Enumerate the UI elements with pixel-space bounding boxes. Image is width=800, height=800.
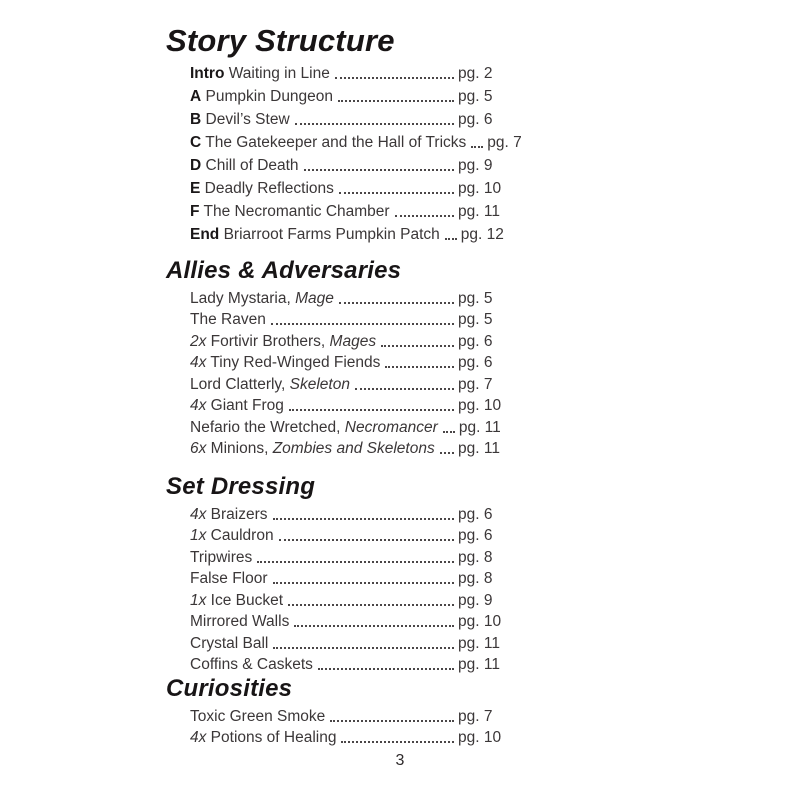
entry-page: pg. 8 — [458, 548, 493, 566]
toc-entry — [190, 567, 497, 589]
entry-text: The Raven — [190, 311, 266, 328]
entry-text: Cauldron — [206, 527, 274, 544]
dot-leader — [294, 625, 454, 627]
section-heading: Allies & Adversaries — [166, 257, 402, 284]
toc-entry — [190, 524, 497, 546]
entry-italic-text: 4x — [190, 505, 207, 523]
toc-entry — [190, 175, 502, 198]
entry-page: pg. 11 — [458, 418, 501, 436]
dot-leader — [335, 77, 454, 79]
entry-prefix: E — [190, 180, 201, 197]
entry-page: pg. 11 — [458, 203, 500, 220]
entry-text: The Gatekeeper and the Hall of Tricks — [201, 134, 467, 151]
entry-page: pg. 11 — [458, 656, 500, 673]
entry-label — [190, 708, 325, 726]
toc-section — [166, 24, 800, 244]
entry-italic-text: 4x — [190, 354, 207, 371]
entry-page: pg. 11 — [458, 440, 500, 457]
entry-text: Briarroot Farms Pumpkin Patch — [219, 226, 440, 243]
page-number: 3 — [395, 752, 405, 769]
entry-prefix: End — [190, 226, 220, 243]
entry-page: pg. 9 — [458, 157, 493, 174]
entry-label — [190, 157, 299, 175]
dot-leader — [355, 388, 454, 390]
entry-label — [190, 549, 252, 567]
entry-page: pg. 10 — [458, 613, 502, 630]
entry-label — [190, 354, 380, 372]
entry-text: Lady Mystaria, — [190, 289, 296, 307]
entry-label — [190, 419, 438, 437]
entry-text: Lord Clatterly, — [190, 375, 290, 393]
toc-section — [166, 256, 800, 458]
entry-text: Minions, — [206, 440, 273, 457]
dot-leader — [330, 720, 454, 722]
entry-page: pg. 7 — [458, 375, 493, 393]
entry-page: pg. 6 — [458, 354, 493, 371]
entry-label — [190, 376, 350, 394]
dot-leader — [445, 238, 457, 240]
entry-label — [190, 111, 290, 129]
entry-text: Braizers — [206, 505, 268, 523]
entry-page: pg. 2 — [458, 65, 493, 82]
entry-text: Fortivir Brothers, — [206, 332, 330, 350]
entry-label — [190, 65, 330, 83]
entry-prefix: D — [190, 157, 202, 174]
entry-prefix: Intro — [190, 65, 225, 82]
entry-label — [190, 134, 466, 152]
entry-prefix: C — [190, 134, 202, 151]
entry-label — [190, 333, 376, 351]
entry-text: Tripwires — [190, 548, 253, 566]
entry-italic-text: Skeleton — [289, 375, 350, 393]
entry-italic-text: 1x — [190, 527, 207, 544]
section-heading: Set Dressing — [166, 473, 316, 500]
dot-leader — [341, 741, 454, 743]
entry-page: pg. 6 — [458, 505, 493, 523]
entry-prefix: B — [190, 111, 202, 128]
entry-text: The Necromantic Chamber — [199, 203, 390, 220]
toc-entry — [190, 106, 497, 129]
toc-entry — [190, 394, 502, 416]
entry-label — [190, 311, 266, 329]
entry-italic-text: Mages — [329, 332, 377, 350]
toc-entry — [190, 198, 500, 221]
entry-label — [190, 397, 284, 415]
entry-text: Waiting in Line — [224, 65, 330, 82]
dot-leader — [304, 169, 454, 171]
entry-italic-text: 6x — [190, 440, 207, 457]
entry-text: Deadly Reflections — [200, 180, 334, 197]
entry-text: Pumpkin Dungeon — [201, 88, 334, 105]
toc-entry — [190, 610, 502, 632]
entry-page: pg. 6 — [458, 527, 493, 544]
entry-text: Toxic Green Smoke — [190, 707, 326, 725]
toc-entry — [190, 221, 504, 244]
dot-leader — [289, 409, 454, 411]
entry-page: pg. 8 — [458, 570, 493, 587]
entry-label — [190, 88, 333, 106]
entry-page: pg. 6 — [458, 111, 493, 128]
toc-entry — [190, 415, 501, 437]
entry-label — [190, 729, 336, 747]
dot-leader — [273, 647, 454, 649]
toc-entry — [190, 545, 497, 567]
toc-sections — [166, 24, 800, 747]
dot-leader — [273, 518, 454, 520]
entry-label — [190, 290, 334, 308]
entry-label — [190, 440, 435, 458]
entry-italic-text: Zombies and Skeletons — [272, 440, 435, 457]
entry-label — [190, 180, 334, 198]
section-entries — [190, 502, 502, 674]
entry-page: pg. 5 — [458, 88, 493, 105]
entry-italic-text: Necromancer — [344, 418, 438, 436]
entry-page: pg. 11 — [458, 634, 500, 652]
entry-italic-text: Mage — [295, 289, 334, 307]
entry-italic-text: 2x — [190, 332, 207, 350]
toc-section — [166, 472, 800, 674]
entry-label — [190, 635, 268, 653]
entry-label — [190, 656, 313, 674]
entry-text: Crystal Ball — [190, 634, 269, 652]
toc-entry — [190, 437, 500, 459]
toc-entry — [190, 351, 497, 373]
toc-entry — [190, 286, 497, 308]
dot-leader — [339, 302, 454, 304]
toc-section — [166, 674, 800, 747]
toc-entry — [190, 129, 522, 152]
toc-entry — [190, 726, 502, 748]
section-heading: Curiosities — [166, 675, 293, 702]
dot-leader — [471, 146, 483, 148]
entry-page: pg. 10 — [458, 729, 502, 746]
dot-leader — [440, 452, 454, 454]
entry-text: Devil’s Stew — [201, 111, 290, 128]
section-entries — [190, 60, 522, 244]
entry-label — [190, 506, 268, 524]
entry-italic-text: 4x — [190, 729, 207, 746]
entry-text: Giant Frog — [206, 397, 284, 414]
entry-text: Ice Bucket — [206, 591, 284, 609]
toc-entry — [190, 653, 500, 675]
entry-page: pg. 10 — [458, 397, 502, 414]
entry-page: pg. 9 — [458, 591, 493, 609]
toc-entry — [190, 502, 497, 524]
entry-label — [190, 226, 440, 244]
entry-label — [190, 592, 283, 610]
entry-text: Potions of Healing — [206, 729, 337, 746]
entry-page: pg. 6 — [458, 332, 493, 350]
toc-entry — [190, 704, 497, 726]
dot-leader — [257, 561, 454, 563]
entry-page: pg. 5 — [458, 289, 493, 307]
dot-leader — [443, 431, 455, 433]
dot-leader — [381, 345, 454, 347]
entry-page: pg. 5 — [458, 311, 493, 328]
entry-label — [190, 570, 268, 588]
entry-italic-text: 1x — [190, 591, 207, 609]
toc-entry — [190, 308, 497, 330]
entry-text: Chill of Death — [201, 157, 299, 174]
dot-leader — [273, 582, 454, 584]
dot-leader — [271, 323, 454, 325]
toc-entry — [190, 152, 497, 175]
entry-page: pg. 7 — [458, 707, 493, 725]
entry-text: Coffins & Caskets — [190, 656, 313, 673]
entry-prefix: A — [190, 88, 202, 105]
dot-leader — [279, 539, 454, 541]
dot-leader — [385, 366, 454, 368]
section-entries — [190, 286, 502, 458]
entry-label — [190, 203, 390, 221]
toc-entry — [190, 588, 497, 610]
dot-leader — [295, 123, 454, 125]
entry-page: pg. 7 — [487, 134, 522, 151]
dot-leader — [395, 215, 454, 217]
entry-text: False Floor — [190, 570, 268, 587]
entry-prefix: F — [190, 203, 200, 220]
entry-text: Mirrored Walls — [190, 613, 290, 630]
section-entries — [190, 704, 502, 747]
toc-entry — [190, 329, 497, 351]
entry-text: Nefario the Wretched, — [190, 418, 345, 436]
entry-italic-text: 4x — [190, 397, 207, 414]
entry-page: pg. 10 — [458, 180, 502, 197]
section-heading: Story Structure — [166, 23, 395, 58]
toc-entry — [190, 372, 497, 394]
dot-leader — [288, 604, 454, 606]
toc-entry — [190, 631, 500, 653]
toc-entry — [190, 83, 497, 106]
entry-label — [190, 613, 289, 631]
entry-text: Tiny Red-Winged Fiends — [206, 354, 381, 371]
dot-leader — [339, 192, 454, 194]
dot-leader — [318, 668, 454, 670]
dot-leader — [338, 100, 454, 102]
entry-page: pg. 12 — [460, 226, 504, 243]
entry-label — [190, 527, 274, 545]
toc-entry — [190, 60, 497, 83]
